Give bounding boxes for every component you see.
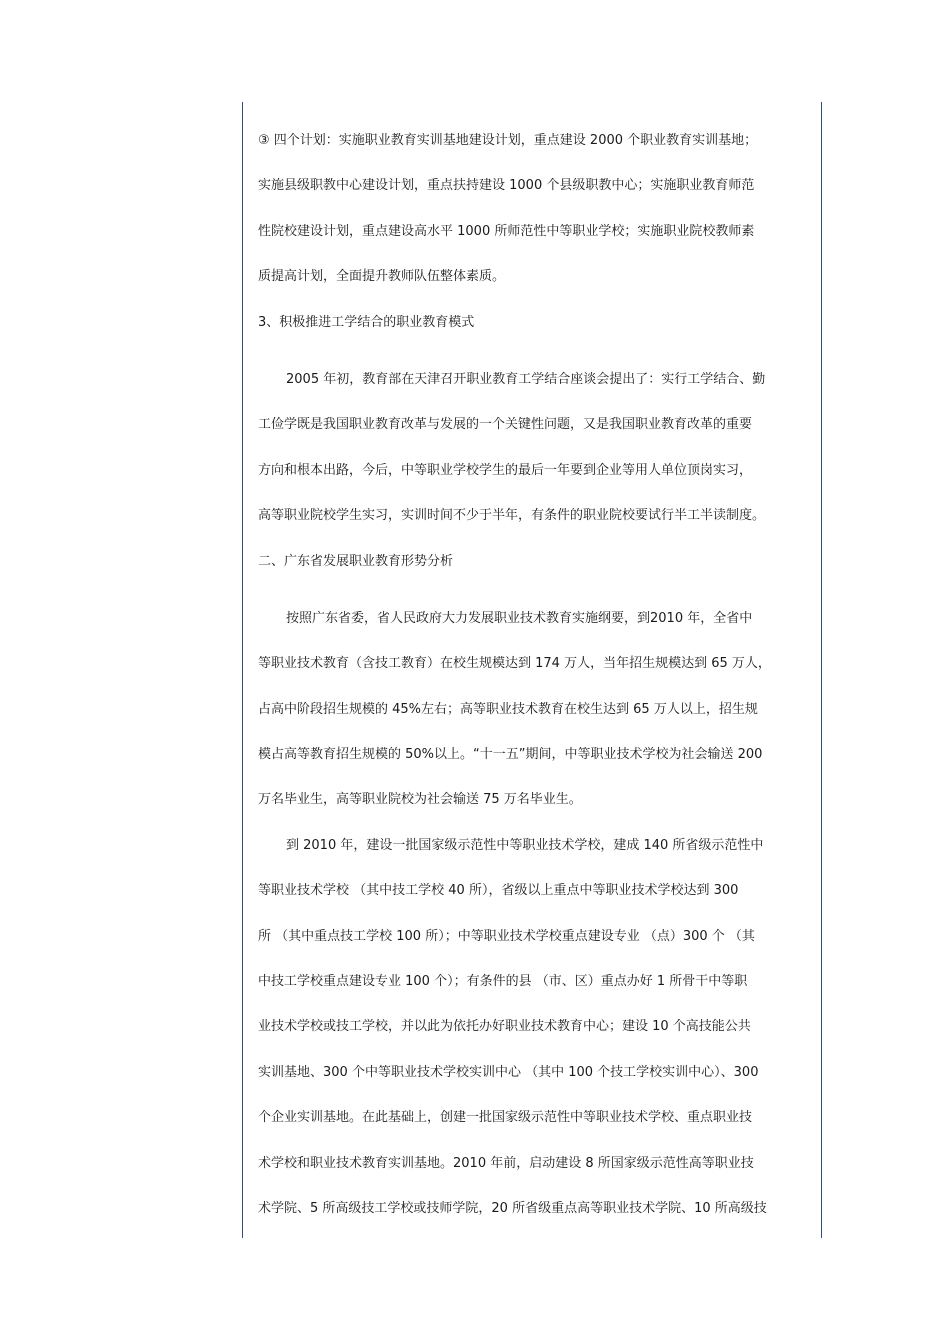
- spacer: [258, 584, 808, 596]
- text-line: 方向和根本出路，今后，中等职业学校学生的最后一年要到企业等用人单位顶岗实习，: [258, 462, 753, 478]
- paragraph-work-study: [258, 357, 808, 539]
- text-line: 质提高计划，全面提升教师队伍整体素质。: [258, 269, 506, 285]
- text-line: 中技工学校重点建设专业 100 个）；有条件的县 （市、区）重点办好 1 所骨干中等职: [258, 974, 748, 990]
- document-body: [258, 118, 808, 1231]
- text-line: 等职业技术教育（含技工教育）在校生规模达到 174 万人，当年招生规模达到 65 万人，: [258, 656, 771, 672]
- text-line: 术学院、5 所高级技工学校或技师学院，20 所省级重点高等职业技术学院、10 所高级技: [258, 1200, 767, 1216]
- text-line: 模占高等教育招生规模的 50%以上。“十一五”期间，中等职业技术学校为社会输送 200: [258, 747, 763, 763]
- text-line: 按照广东省委，省人民政府大力发展职业技术教育实施纲要，到2010 年，全省中: [286, 610, 753, 626]
- text-line: 等职业技术学校 （其中技工学校 40 所），省级以上重点中等职业技术学校达到 300: [258, 883, 739, 899]
- spacer: [258, 345, 808, 357]
- text-line: 个企业实训基地。在此基础上，创建一批国家级示范性中等职业技术学校、重点职业技: [258, 1110, 753, 1126]
- section-heading-3: 3、积极推进工学结合的职业教育模式: [258, 314, 475, 330]
- text-line: 业技术学校或技工学校，并以此为依托办好职业技术教育中心；建设 10 个高技能公共: [258, 1019, 751, 1035]
- text-line: 到 2010 年，建设一批国家级示范性中等职业技术学校，建成 140 所省级示范性中: [286, 837, 764, 853]
- text-line: 万名毕业生，高等职业院校为社会输送 75 万名毕业生。: [258, 792, 582, 808]
- section-heading-2: 二、广东省发展职业教育形势分析: [258, 553, 454, 569]
- text-line: 所 （其中重点技工学校 100 所）；中等职业技术学校重点建设专业 （点）300 个 （其: [258, 928, 755, 944]
- text-line: 工俭学既是我国职业教育改革与发展的一个关键性问题，又是我国职业教育改革的重要: [258, 417, 753, 433]
- text-line: 高等职业院校学生实习，实训时间不少于半年，有条件的职业院校要试行半工半读制度。: [258, 508, 766, 524]
- text-line: 性院校建设计划，重点建设高水平 1000 所师范性中等职业学校；实施职业院校教师素: [258, 223, 755, 239]
- text-line: 实施县级职教中心建设计划，重点扶持建设 1000 个县级职教中心；实施职业教育师范: [258, 178, 755, 194]
- paragraph-four-plans: [258, 118, 808, 300]
- text-line: 实训基地、300 个中等职业技术学校实训中心 （其中 100 个技工学校实训中心）、300: [258, 1064, 759, 1080]
- text-line: 占高中阶段招生规模的 45%左右；高等职业技术教育在校生达到 65 万人以上，招生规: [258, 701, 758, 717]
- text-line: 2005 年初，教育部在天津召开职业教育工学结合座谈会提出了：实行工学结合、勤: [286, 371, 766, 387]
- paragraph-2010-construction: [258, 823, 808, 1232]
- text-line: ③ 四个计划：实施职业教育实训基地建设计划，重点建设 2000 个职业教育实训基地；: [258, 133, 758, 148]
- paragraph-guangdong-goals: [258, 596, 808, 823]
- text-line: 术学校和职业技术教育实训基地。2010 年前，启动建设 8 所国家级示范性高等职业技: [258, 1155, 754, 1171]
